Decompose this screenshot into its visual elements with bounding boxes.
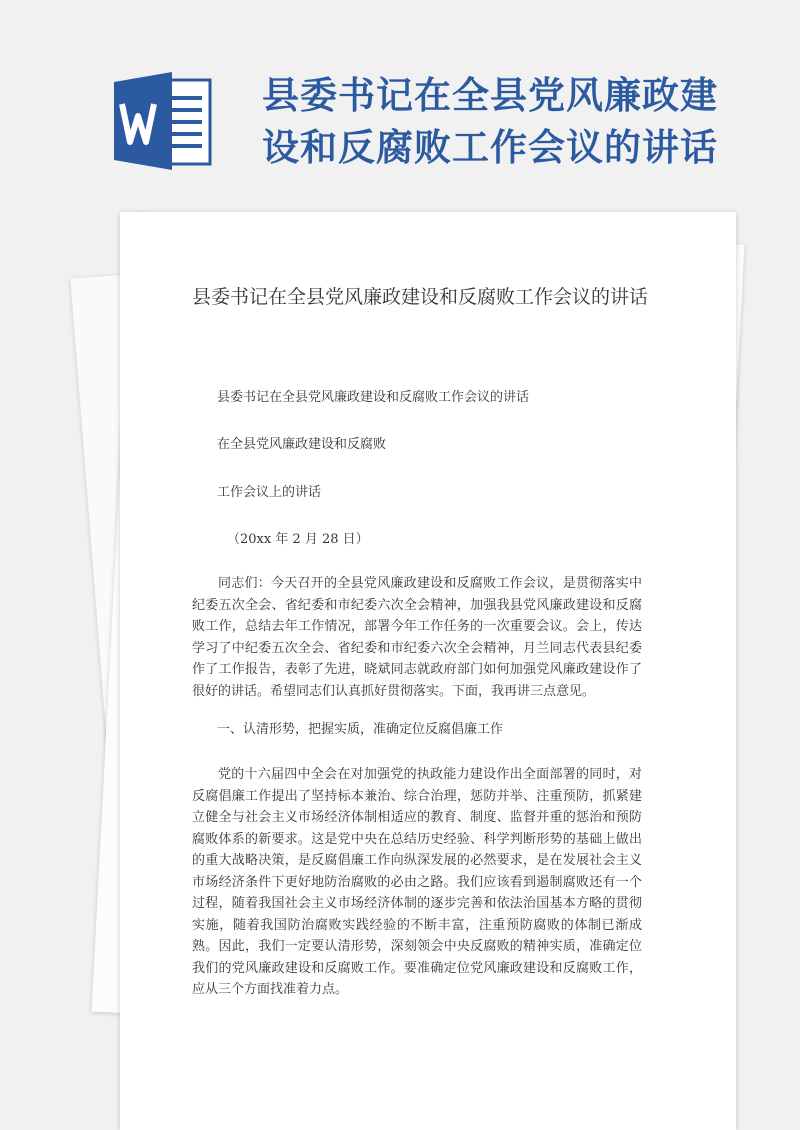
heading-line: 县委书记在全县党风廉政建设和反腐败工作会议的讲话 xyxy=(217,390,530,405)
paragraph: 同志们：今天召开的全县党风廉政建设和反腐败工作会议，是贯彻落实中纪委五次全会、省纪委和市纪委六次全会精神，加强我县党风廉政建设和反腐败工作，总结去年工作情况，部署今年工作任务的一次重要会议。会上，传达学习了中纪委五次全会、省纪委和市纪委六次全会精神，月兰同志代表县纪委作了工作报告，表彰了先进，晓斌同志就政府部门如何加强党风廉政建设作了很好的讲话。希望同志们认真抓好贯彻落实。下面，我再讲三点意见。 xyxy=(192,576,642,699)
document-title: 县委书记在全县党风廉政建设和反腐败工作会议的讲话 xyxy=(192,286,649,308)
header-banner xyxy=(0,0,800,210)
header-title: 县委书记在全县党风廉政建设和反腐败工作会议的讲话 xyxy=(262,74,718,169)
paragraph: 党的十六届四中全会在对加强党的执政能力建设作出全面部署的同时，对反腐倡廉工作提出了坚持标本兼治、综合治理，惩防并举、注重预防，抓紧建立健全与社会主义市场经济体制相适应的教育、制度、监督并重的惩治和预防腐败体系的新要求。这是党中央在总结历史经验、科学判断形势的基础上做出的重大战略决策，是反腐倡廉工作向纵深发展的必然要求，是在发展社会主义市场经济条件下更好地防治腐败的必由之路。我们应该看到遏制腐败还有一个过程，随着我国社会主义市场经济体制的逐步完善和依法治国基本方略的贯彻实施，随着我国防治腐败实践经验的不断丰富，注重预防腐败的体制已渐成熟。因此，我们一定要认清形势，深刻领会中央反腐败的精神实质，准确定位我们的党风廉政建设和反腐败工作。要准确定位党风廉政建设和反腐败工作，应从三个方面找准着力点。 xyxy=(192,767,642,997)
document-date: （20xx 年 2 月 28 日） xyxy=(227,532,369,547)
subtitle-line: 工作会议上的讲话 xyxy=(217,485,322,500)
subtitle-line: 在全县党风廉政建设和反腐败 xyxy=(217,437,387,452)
section-heading: 一、认清形势，把握实质，准确定位反腐倡廉工作 xyxy=(217,722,504,737)
word-document-icon xyxy=(108,66,216,174)
